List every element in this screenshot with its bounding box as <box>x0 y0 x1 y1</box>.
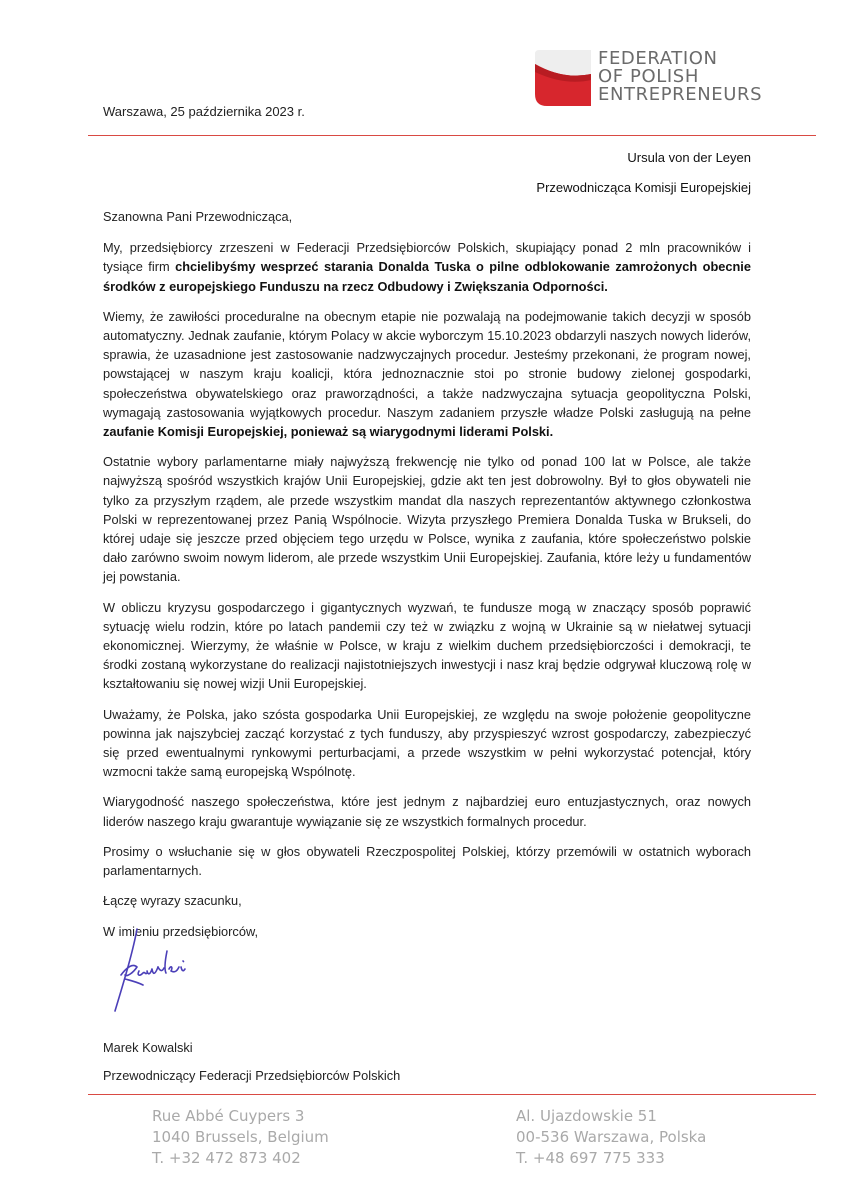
salutation: Szanowna Pani Przewodnicząca, <box>103 209 293 224</box>
federation-logo <box>535 50 785 106</box>
footer-warsaw-line-1: Al. Ujazdowskie 51 <box>516 1107 657 1125</box>
paragraph-2 <box>103 307 751 441</box>
closing: Łączę wyrazy szacunku, <box>103 893 242 909</box>
logo-line-1: FEDERATION <box>598 48 718 69</box>
footer-brussels-phone: T. +32 472 873 402 <box>152 1149 301 1167</box>
paragraph-6: Wiarygodność naszego społeczeństwa, które jest jednym z najbardziej euro entuzjastycznych, oraz nowych liderów naszego kraju gwarantuje wywiązanie się ze wszystkich formalnych procedur. <box>103 794 751 829</box>
footer-brussels-line-1: Rue Abbé Cuypers 3 <box>152 1107 305 1125</box>
logo-mark-icon <box>535 50 591 106</box>
logo-line-2: OF POLISH <box>598 66 699 87</box>
footer-warsaw-address <box>516 1106 706 1169</box>
letter-body <box>103 207 751 952</box>
handwritten-signature <box>103 923 203 1018</box>
paragraph-1-text: My, przedsiębiorcy zrzeszeni w Federacji Przedsiębiorców Polskich, skupiający ponad 2 mln pracowników i tysiące firm <box>103 240 751 275</box>
footer-warsaw-phone: T. +48 697 775 333 <box>516 1149 665 1167</box>
footer-warsaw-line-2: 00-536 Warszawa, Polska <box>516 1128 707 1146</box>
footer-brussels-line-2: 1040 Brussels, Belgium <box>152 1128 329 1146</box>
paragraph-4: W obliczu kryzysu gospodarczego i gigantycznych wyzwań, te fundusze mogą w znaczący sposób poprawić sytuację wielu rodzin, które po latach pandemii czy też w związku z wojną w Ukrainie są w niełatwej sytuacji ekonomicznej. Wierzymy, że właśnie w Polsce, w kraju z wielkim duchem przedsiębiorczości i demokracji, te środki zostaną wykorzystane do realizacji najistotniejszych inwestycji i nasz kraj będzie odgrywał kluczową rolę w kształtowaniu się nowej wizji Unii Europejskiej. <box>103 599 751 692</box>
recipient-title: Przewodnicząca Komisji Europejskiej <box>536 180 751 195</box>
paragraph-5: Uważamy, że Polska, jako szósta gospodarka Unii Europejskiej, ze względu na swoje położenie geopolityczne powinna jak najszybciej zacząć korzystać z tych funduszy, aby przyspieszyć wzrost gospodarczy, zabezpieczyć się przed ewentualnymi rynkowymi perturbacjami, a przede wszystkim w pełni wykorzystać potencjał, który wzmocni także samą europejską Wspólnotę. <box>103 706 751 780</box>
footer-brussels-address <box>152 1106 329 1169</box>
paragraph-1-bold: chcielibyśmy wesprzeć starania Donalda Tuska o pilne odblokowanie zamrożonych obecnie środków z europejskiego Funduszu na rzecz Odbudowy i Zwiększania Odporności. <box>103 259 751 294</box>
paragraph-2-text: Wiemy, że zawiłości proceduralne na obecnym etapie nie pozwalają na podejmowanie takich decyzji w sposób automatyczny. Jednak zaufanie, którym Polacy w akcie wyborczym 15.10.2023 obdarzyli naszych nowych liderów, sprawia, że uzasadnione jest zastosowanie nadzwyczajnych procedur. Jesteśmy przekonani, że program nowej, powstającej w naszym kraju koalicji, która jednoznacznie stoi po stronie budowy zielonej gospodarki, społeczeństwa obywatelskiego oraz praworządności, a także nadzwyczajna sytuacja geopolityczna Polski, wymagają zastosowania wyjątkowych procedur. Naszym zadaniem przyszłe władze Polski zasługują na pełne <box>103 308 751 420</box>
logo-line-3: ENTREPRENEURS <box>598 84 763 105</box>
logo-wordmark <box>598 50 788 104</box>
header-rule <box>88 135 816 136</box>
paragraph-3: Ostatnie wybory parlamentarne miały najwyższą frekwencję nie tylko od ponad 100 lat w Polsce, ale także najwyższą spośród wszystkich krajów Unii Europejskiej, gdzie akt ten jest dobrowolny. Był to głos obywateli nie tylko za przyszłym rządem, ale przede wszystkim mandat dla naszych reprezentantów aktywnego członkostwa Polski w reprezentowanej przez Panią Wspólnocie. Wizyta przyszłego Premiera Donalda Tuska w Brukseli, do której udaje się jeszcze przed objęciem tego urzędu w Polsce, wynika z zaufania, które społeczeństwo polskie dało zarówno swoim nowym liderom, ale przede wszystkim Unii Europejskiej. Zaufania, które leży u fundamentów jej powstania. <box>103 454 751 585</box>
letter-date: Warszawa, 25 października 2023 r. <box>103 104 305 119</box>
paragraph-7: Prosimy o wsłuchanie się w głos obywateli Rzeczpospolitej Polskiej, którzy przemówili w ostatnich wyborach parlamentarnych. <box>103 843 751 879</box>
recipient-name: Ursula von der Leyen <box>627 150 751 165</box>
signer-role: Przewodniczący Federacji Przedsiębiorców Polskich <box>103 1068 401 1083</box>
paragraph-1 <box>103 238 751 296</box>
on-behalf: W imieniu przedsiębiorców, <box>103 923 259 939</box>
paragraph-2-bold: zaufanie Komisji Europejskiej, ponieważ są wiarygodnymi liderami Polski. <box>103 424 554 440</box>
footer-rule <box>88 1094 816 1095</box>
signer-name: Marek Kowalski <box>103 1040 193 1055</box>
